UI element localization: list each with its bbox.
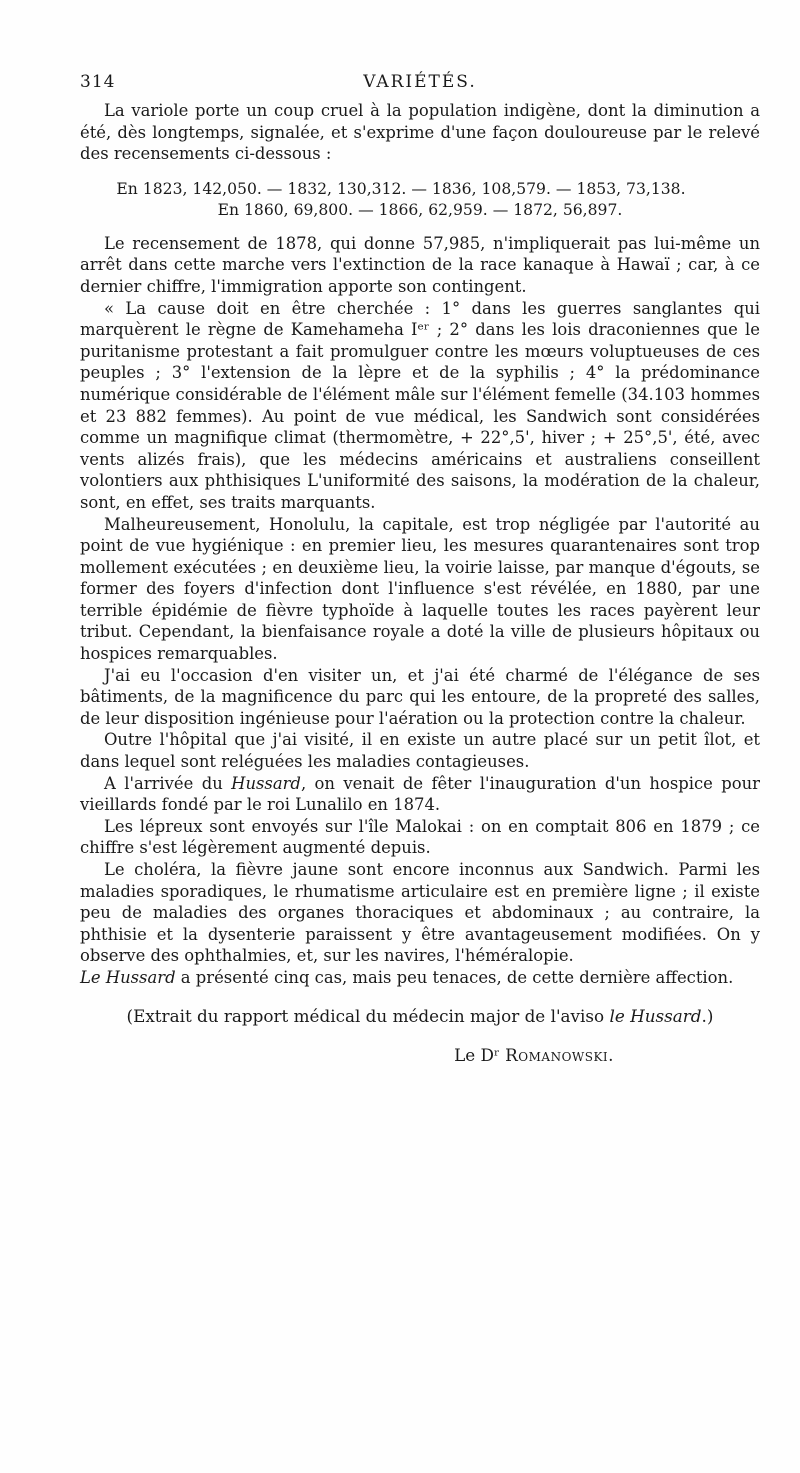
page-header	[80, 72, 760, 100]
paragraph-causes: « La cause doit en être cherchée : 1° dans les guerres sanglantes qui marquèrent le règne de Kamehameha Iᵉʳ ; 2° dans les lois draconiennes que le puritanisme protestant a fait promulguer contre les mœurs voluptueuses de ces peuples ; 3° l'extension de la lèpre et de la syphilis ; 4° la prédominance numérique considérable de l'élément mâle sur l'élément femelle (34.103 hommes et 23 882 femmes). Au point de vue médical, les Sandwich sont considérées comme un magnifique climat (thermomètre, + 22°,5', hiver ; + 25°,5', été, avec vents alizés frais), que les médecins américains et australiens conseillent volontiers aux phthisiques L'uniformité des saisons, la modération de la chaleur, sont, en effet, ses traits marquants.	[80, 298, 760, 512]
text-fragment: .)	[701, 1005, 714, 1026]
intro-paragraph: La variole porte un coup cruel à la population indigène, dont la diminution a été, dès longtemps, signalée, et s'exprime d'une façon douloureuse par le relevé des recensements ci-dessous :	[80, 101, 760, 164]
source-note	[80, 1005, 760, 1027]
census-figures	[80, 179, 760, 221]
paragraph-hussard-arrival	[80, 773, 760, 816]
text-fragment: A l'arrivée du	[104, 773, 232, 793]
page	[80, 72, 760, 1065]
paragraph-hopital-visite: J'ai eu l'occasion d'en visiter un, et j'ai été charmé de l'élégance de ses bâtiments, de la magnificence du parc qui les entoure, de la propreté des salles, de leur disposition ingénieuse pour l'aération ou la protection contre la chaleur.	[80, 665, 760, 728]
text-fragment: (Extrait du rapport médical du médecin major de l'aviso	[126, 1005, 610, 1026]
signature	[80, 1045, 760, 1065]
ship-name: Hussard	[231, 773, 301, 793]
paragraph-hussard-cases	[80, 967, 760, 989]
page-number: 314	[80, 72, 116, 92]
census-line-2: En 1860, 69,800. — 1866, 62,959. — 1872, 56,897.	[217, 200, 623, 219]
paragraph-ilot: Outre l'hôpital que j'ai visité, il en existe un autre placé sur un petit îlot, et dans lequel sont reléguées les maladies contagieuses.	[80, 730, 760, 772]
running-title: VARIÉTÉS.	[363, 72, 477, 92]
text-fragment: a présenté cinq cas, mais peu tenaces, de cette dernière affection.	[175, 967, 734, 987]
paragraph-honolulu: Malheureusement, Honolulu, la capitale, est trop négligée par l'autorité au point de vue hygiénique : en premier lieu, les mesures quarantenaires sont trop mollement exécutées ; en deuxième lieu, la voirie laisse, par manque d'égouts, se former des foyers d'infection dont l'influence s'est révélée, en 1880, par une terrible épidémie de fièvre typhoïde à laquelle toutes les races payèrent leur tribut. Cependant, la bienfaisance royale a doté la ville de plusieurs hôpitaux ou hospices remarquables.	[80, 514, 760, 664]
paragraph-cholera: Le choléra, la fièvre jaune sont encore inconnus aux Sandwich. Parmi les maladies sporadiques, le rhumatisme articulaire est en première ligne ; il existe peu de maladies des organes thoraciques et abdominaux ; au contraire, la phthisie et la dysenterie paraissent y être avantageusement modifiées. On y observe des ophthalmies, et, sur les navires, l'héméralopie.	[80, 860, 760, 966]
paragraph-recensement: Le recensement de 1878, qui donne 57,985, n'impliquerait pas lui-même un arrêt dans cette marche vers l'extinction de la race kanaque à Hawaï ; car, à ce dernier chiffre, l'immigration apporte son contingent.	[80, 233, 760, 296]
ship-name: Le Hussard	[80, 967, 176, 987]
census-line-1: En 1823, 142,050. — 1832, 130,312. — 1836, 108,579. — 1853, 73,138.	[116, 179, 686, 198]
text-fragment: , on venait de fêter l'inauguration d'un hospice pour vieillards fondé par le roi Lunalilo en 1874.	[80, 773, 760, 815]
author-name: Romanowski.	[505, 1044, 614, 1065]
signature-prefix: Le Dʳ	[454, 1044, 506, 1065]
paragraph-lepreux: Les lépreux sont envoyés sur l'île Malokai : on en comptait 806 en 1879 ; ce chiffre s'est légèrement augmenté depuis.	[80, 816, 760, 858]
ship-name: le Hussard	[609, 1005, 702, 1026]
